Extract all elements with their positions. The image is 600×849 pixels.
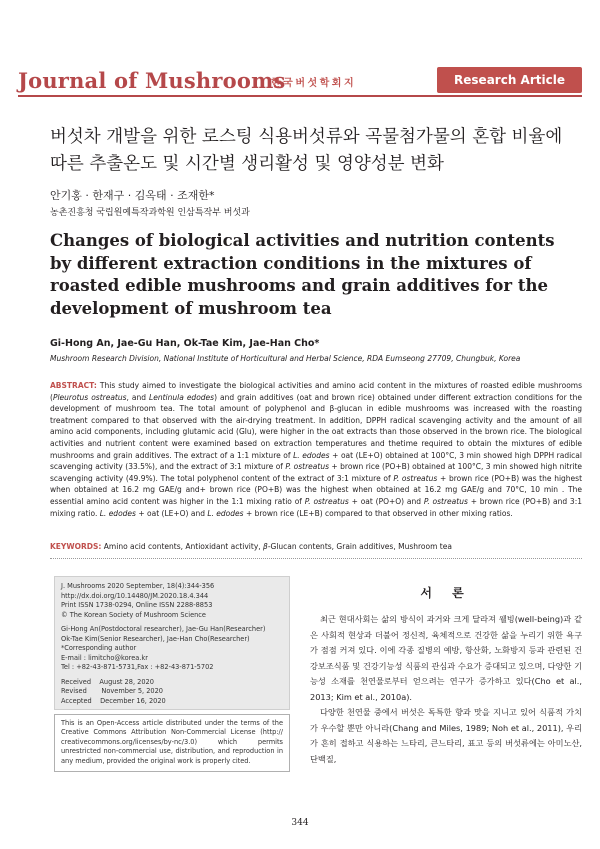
doi-link[interactable]: http://dx.doi.org/10.14480/JM.2020.18.4.344 [61,591,209,600]
article-title-english: Changes of biological activities and nutrition contents by different extraction conditions in the mixtures of roasted edible mushrooms and grain additives for the development of mushroom tea [50,231,555,318]
issn-line: Print ISSN 1738-0294, Online ISSN 2288-8853 [61,601,213,609]
species-name: L. edodes [293,450,330,460]
abstract-text: + brown rice (PO+B) and 3:1 mixing ratio. [50,496,582,518]
species-name: P. ostreatus [304,496,349,506]
header-divider [18,95,582,97]
species-name: P. ostreatus [423,496,468,506]
introduction-heading: 서 론 [420,586,472,600]
article-title-korean: 버섯차 개발을 위한 로스팅 식용버섯류와 곡물첨가물의 혼합 비율에 따른 추출온도 및 시간별 생리활성 및 영양성분 변화 [50,127,563,174]
journal-title-korean: 한국버섯학회지 [271,78,357,89]
keywords [50,541,582,552]
introduction-paragraph: 최근 현대사회는 삶의 방식이 과거와 크게 달라져 웰빙(well-being)과 같은 사회적 현상과 더불어 정신적, 육체적으로 건강한 삶을 누리기 위한 욕구가 점점 커져 있다. 이에 각종 질병의 예방, 항산화, 노화방지 등과 관련된 건강보조식품 및 건강기능성 식품의 관심과 수요가 증대되고 있으며, 다양한 기능성 소재를 천연물로부터 얻으려는 연구가 증가하고 있다(Cho et al., 2013; Kim et al., 2010a). [310,614,582,702]
keywords-text: -Glucan contents, Grain additives, Mushroom tea [267,542,452,551]
species-name: Pleurotus ostreatus [52,392,127,402]
authors-korean: 안기홍 · 한재구 · 김옥태 · 조재한* [50,189,215,202]
introduction-body [310,612,582,767]
accepted-date: Accepted December 16, 2020 [61,696,166,705]
affiliation-english: Mushroom Research Division, National Institute of Horticultural and Herbal Science, RDA Eumseong 27709, Chungbuk, Korea [50,354,521,363]
article-type-badge: Research Article [437,67,582,93]
author-roles: Gi-Hong An(Postdoctoral researcher), Jae-Gu Han(Researcher) [61,625,266,633]
phone-fax-line: Tel : +82-43-871-5731,Fax : +82-43-871-5702 [61,663,214,671]
abstract-text: + oat (LE+O) and [135,508,208,518]
species-name: P. ostreatus [393,473,438,483]
page-number: 344 [291,818,309,828]
introduction-paragraph: 다양한 천연물 중에서 버섯은 독특한 향과 맛을 지니고 있어 식품적 가치가 우수할 뿐만 아니라(Chang and Miles, 1989; Noh et al., 2011), 우리가 흔히 접하고 식용하는 느타리, 큰느타리, 표고 등의 버섯류에는 아미노산, 단백질, [310,707,582,764]
keywords-label: KEYWORDS: [50,542,102,551]
keywords-text: Amino acid contents, Antioxidant activity, [101,542,264,551]
abstract-text: + oat (PO+O) and [348,496,424,506]
revised-date: Revised November 5, 2020 [61,687,163,695]
abstract-text: , and [126,392,150,402]
species-name: Lentinula edodes [149,392,215,402]
abstract-text: + brown rice (LE+B) compared to that observed in other mixing ratios. [243,508,513,518]
species-name: L. edodes [207,508,244,518]
species-name: L. edodes [99,508,136,518]
license-box: This is an Open-Access article distributed under the terms of the Creative Commons Attribution Non-Commercial License (http:// creativecommons.org/licenses/by-nc/3.0) which permits unrestricted non-commercial use, distribution, and reproduction in any medium, provided the original work is properly cited. [54,714,290,772]
abstract-label: ABSTRACT: [50,381,97,390]
abstract-text: ) and grain additives (oat and brown rice) obtained under different extraction conditions for the development of mushroom tea. The total amount of polyphenol and β-glucan in edible mushrooms was increased with the roasting treatment compared to that observed with the air-drying treatment. In addition, DPPH radical scavenging activity and the amount of all amino acid components, including glutamic acid (Glu), were higher in the oat extracts than those observed in the brown rice. The biological activities and nutrient content were examined based on extraction temperatures and thetime required to obtain the mixtures of edible mushrooms and grain additives. The extract of a 1:1 mixture of [50,392,582,460]
abstract-text: + brown rice (PO+B) obtained at 100°C, 3 min showed high nitrite scavenging activity (49.9%). The total polyphenol content of the extract of 3:1 mixture of [50,462,582,483]
affiliation-korean: 농촌진흥청 국립원예특작과학원 인삼특작부 버섯과 [50,208,250,218]
email-line[interactable]: E-mail : limitcho@korea.kr [61,653,148,662]
keywords-text: β [263,542,268,551]
received-date: Received August 28, 2020 [61,677,154,686]
authors-english: Gi-Hong An, Jae-Gu Han, Ok-Tae Kim, Jae-Han Cho* [50,338,320,349]
corresponding-author-note: *Corresponding author [61,644,137,652]
section-divider [50,558,582,559]
species-name: P. ostreatus [285,462,329,472]
article-info-box [54,576,290,710]
journal-title: Journal of Mushrooms [18,68,286,93]
copyright-line: © The Korean Society of Mushroom Science [61,610,206,619]
abstract-text: + brown rice (PO+B) was the highest when obtained at 16.2 mg GAE/g and+ brown rice (PO+B) was the highest when obtained at 16.2 mg GAE/g and 70°C, 10 min . The essential amino acid content was higher in the 1:1 mixing ratio of [50,473,583,506]
abstract-text: This study aimed to investigate the biological activities and amino acid content in the mixtures of roasted edible mushrooms ( [50,381,582,402]
abstract [50,380,582,519]
citation-line: J. Mushrooms 2020 September, 18(4):344-356 [61,582,215,590]
author-roles: Ok-Tae Kim(Senior Researcher), Jae-Han Cho(Researcher) [61,634,250,643]
abstract-text: + oat (LE+O) obtained at 100°C, 3 min showed high DPPH radical scavenging activity (33.5%), and the extract of 3:1 mixture of [50,450,582,472]
